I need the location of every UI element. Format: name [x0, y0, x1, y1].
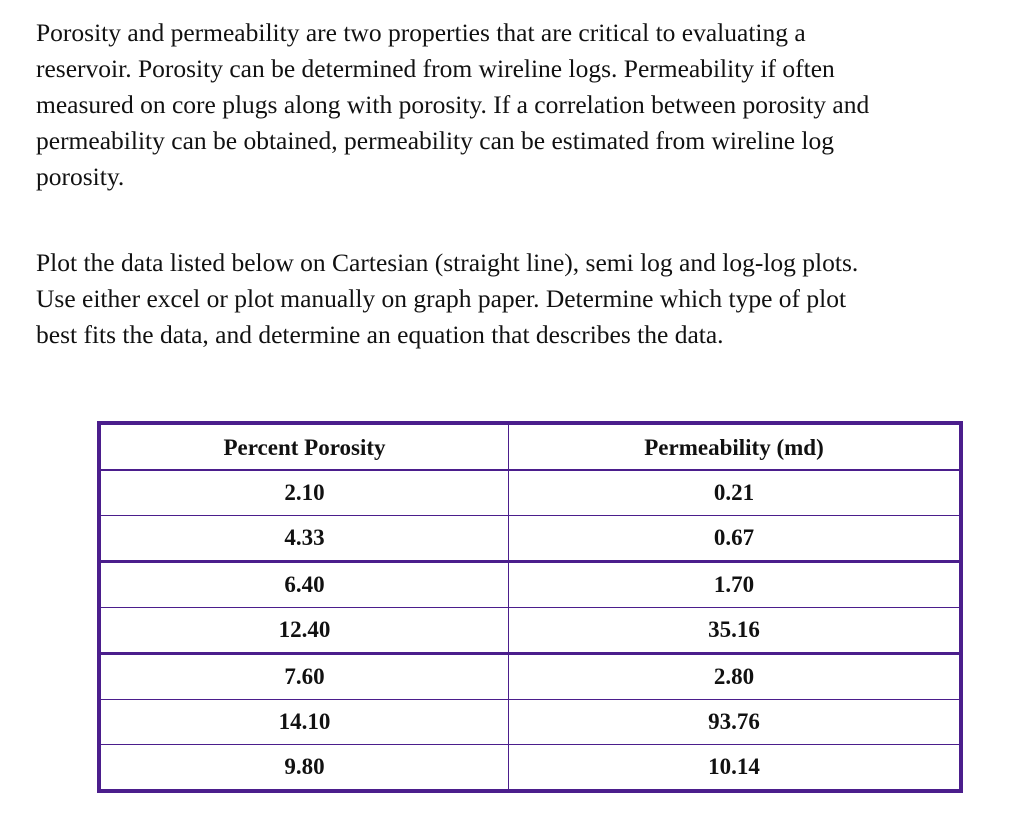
header-permeability: [509, 423, 962, 470]
table-row: [99, 470, 961, 516]
table-row: [99, 516, 961, 562]
header-percent-porosity: [99, 423, 509, 470]
header-permeability-label: Permeability (md): [644, 435, 824, 460]
task-paragraph: Plot the data listed below on Cartesian (straight line), semi log and log-log plots. Use either excel or plot manually on graph paper. Determine which type of plot best fits the data, and determine an equation that describes the data.: [36, 248, 859, 349]
porosity-cell: 6.40: [99, 562, 509, 608]
permeability-cell: 10.14: [509, 745, 962, 792]
table-row: [99, 608, 961, 654]
permeability-cell: 93.76: [509, 700, 962, 745]
porosity-cell: 7.60: [99, 654, 509, 700]
porosity-cell: 9.80: [99, 745, 509, 792]
table-row: [99, 654, 961, 700]
porosity-cell: 2.10: [99, 470, 509, 516]
permeability-cell: 2.80: [509, 654, 962, 700]
table-row: [99, 700, 961, 745]
table-row: [99, 745, 961, 792]
permeability-cell: 35.16: [509, 608, 962, 654]
porosity-cell: 12.40: [99, 608, 509, 654]
header-percent-porosity-label: Percent Porosity: [223, 435, 386, 460]
table-row: [99, 562, 961, 608]
porosity-permeability-table: [97, 421, 963, 793]
intro-paragraph: Porosity and permeability are two properties that are critical to evaluating a reservoir. Porosity can be determined from wireline logs. Permeability if often measured on core plugs along with porosity. If a correlation between porosity and permeability can be obtained, permeability can be estimated from wireline log porosity.: [36, 18, 870, 191]
permeability-cell: 0.67: [509, 516, 962, 562]
permeability-cell: 1.70: [509, 562, 962, 608]
porosity-cell: 4.33: [99, 516, 509, 562]
table-header-row: [99, 423, 961, 470]
porosity-cell: 14.10: [99, 700, 509, 745]
permeability-cell: 0.21: [509, 470, 962, 516]
